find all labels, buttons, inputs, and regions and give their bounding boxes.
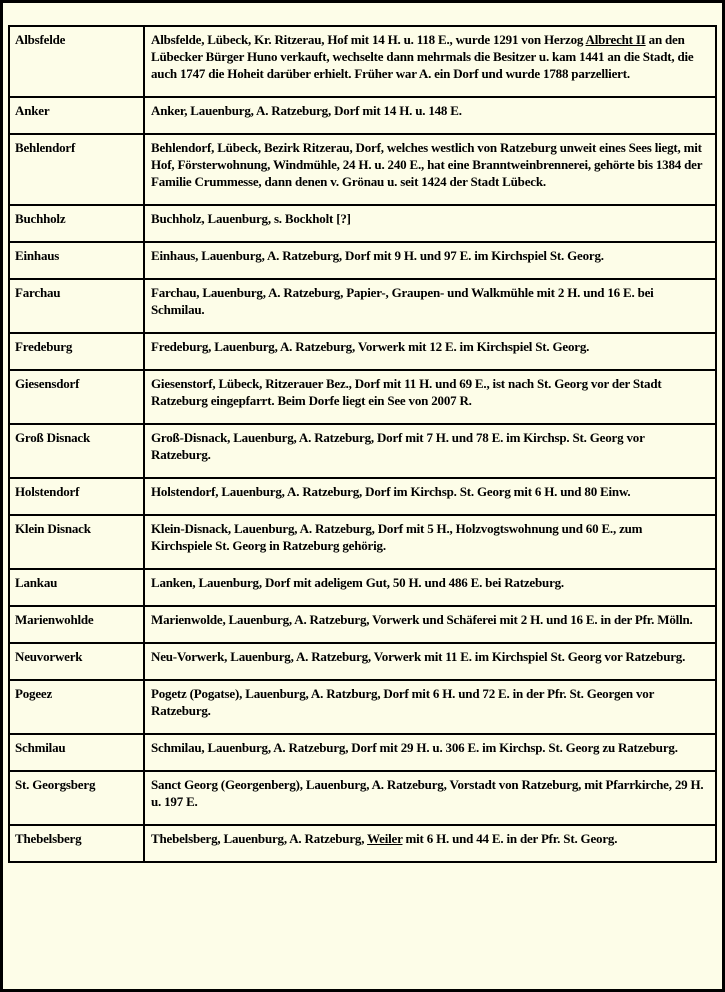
table-row [9,478,716,515]
description-text: Pogetz (Pogatse), Lauenburg, A. Ratzburg, Dorf mit 6 H. und 72 E. in der Pfr. St. Georgen vor Ratzeburg. [151,686,654,718]
place-name-cell: Pogeez [9,680,144,734]
place-name-cell: Giesensdorf [9,370,144,424]
table-row [9,424,716,478]
table-row [9,734,716,771]
place-name-cell: Fredeburg [9,333,144,370]
table-row [9,825,716,862]
place-name-cell: Farchau [9,279,144,333]
description-cell [144,606,716,643]
place-name-cell: Anker [9,97,144,134]
description-cell [144,205,716,242]
underlined-term: Weiler [367,831,403,846]
place-name-cell: Behlendorf [9,134,144,205]
description-text: Lanken, Lauenburg, Dorf mit adeligem Gut, 50 H. und 486 E. bei Ratzeburg. [151,575,564,590]
table-row [9,333,716,370]
description-cell [144,478,716,515]
description-cell [144,424,716,478]
description-text: Behlendorf, Lübeck, Bezirk Ritzerau, Dorf, welches westlich von Ratzeburg unweit eines Sees liegt, mit Hof, Försterwohnung, Windmühle, 24 H. u. 240 E., hat eine Branntweinbrennerei, gehörte bis 1384 der Familie Crummesse, dann denen v. Grönau u. seit 1424 der Stadt Lübeck. [151,140,703,189]
place-name-cell: Marienwohlde [9,606,144,643]
description-cell [144,134,716,205]
underlined-term: Albrecht II [585,32,646,47]
description-text: Schmilau, Lauenburg, A. Ratzeburg, Dorf mit 29 H. u. 306 E. im Kirchsp. St. Georg zu Ratzeburg. [151,740,678,755]
description-text: Buchholz, Lauenburg, s. Bockholt [?] [151,211,351,226]
description-text: mit 6 H. und 44 E. in der Pfr. St. Georg. [402,831,618,846]
table-row [9,26,716,97]
description-cell [144,643,716,680]
description-cell [144,771,716,825]
description-text: Sanct Georg (Georgenberg), Lauenburg, A. Ratzeburg, Vorstadt von Ratzeburg, mit Pfarrkirche, 29 H. u. 197 E. [151,777,704,809]
description-text: Einhaus, Lauenburg, A. Ratzeburg, Dorf mit 9 H. und 97 E. im Kirchspiel St. Georg. [151,248,604,263]
description-cell [144,825,716,862]
place-name-cell: Lankau [9,569,144,606]
description-text: Groß-Disnack, Lauenburg, A. Ratzeburg, Dorf mit 7 H. und 78 E. im Kirchsp. St. Georg vor Ratzeburg. [151,430,645,462]
place-name-cell: Einhaus [9,242,144,279]
place-name-cell: Schmilau [9,734,144,771]
description-cell [144,26,716,97]
place-name-cell: Klein Disnack [9,515,144,569]
table-row [9,134,716,205]
table-row [9,370,716,424]
description-text: an den Lübecker Bürger Huno verkauft, wechselte dann mehrmals die Besitzer u. kam 1441 an die Stadt, die auch 1747 die Hoheit darüber erhielt. Früher war A. ein Dorf und wurde 1788 parzelliert. [151,32,694,81]
place-name-cell: Holstendorf [9,478,144,515]
description-cell [144,680,716,734]
table-row [9,242,716,279]
description-text: Fredeburg, Lauenburg, A. Ratzeburg, Vorwerk mit 12 E. im Kirchspiel St. Georg. [151,339,590,354]
table-row [9,279,716,333]
table-row [9,515,716,569]
description-text: Klein-Disnack, Lauenburg, A. Ratzeburg, Dorf mit 5 H., Holzvogtswohnung und 60 E., zum Kirchspiele St. Georg in Ratzeburg gehörig. [151,521,643,553]
description-text: Giesenstorf, Lübeck, Ritzerauer Bez., Dorf mit 11 H. und 69 E., ist nach St. Georg vor der Stadt Ratzeburg eingepfarrt. Beim Dorfe liegt ein See von 2007 R. [151,376,662,408]
description-cell [144,734,716,771]
place-name-cell: Groß Disnack [9,424,144,478]
place-name-cell: St. Georgsberg [9,771,144,825]
description-text: Holstendorf, Lauenburg, A. Ratzeburg, Dorf im Kirchsp. St. Georg mit 6 H. und 80 Einw. [151,484,631,499]
description-cell [144,97,716,134]
gazetteer-table [8,25,717,863]
table-body [9,26,716,862]
description-cell [144,333,716,370]
place-name-cell: Albsfelde [9,26,144,97]
table-row [9,569,716,606]
table-row [9,680,716,734]
description-text: Farchau, Lauenburg, A. Ratzeburg, Papier-, Graupen- und Walkmühle mit 2 H. und 16 E. bei Schmilau. [151,285,654,317]
table-row [9,606,716,643]
description-text: Albsfelde, Lübeck, Kr. Ritzerau, Hof mit 14 H. u. 118 E., wurde 1291 von Herzog [151,32,586,47]
table-row [9,205,716,242]
description-cell [144,515,716,569]
description-cell [144,242,716,279]
table-row [9,97,716,134]
description-text: Thebelsberg, Lauenburg, A. Ratzeburg, [151,831,368,846]
description-text: Marienwolde, Lauenburg, A. Ratzeburg, Vorwerk und Schäferei mit 2 H. und 16 E. in der Pfr. Mölln. [151,612,693,627]
table-row [9,643,716,680]
place-name-cell: Neuvorwerk [9,643,144,680]
description-cell [144,370,716,424]
description-cell [144,569,716,606]
place-name-cell: Buchholz [9,205,144,242]
description-text: Anker, Lauenburg, A. Ratzeburg, Dorf mit 14 H. u. 148 E. [151,103,462,118]
description-text: Neu-Vorwerk, Lauenburg, A. Ratzeburg, Vorwerk mit 11 E. im Kirchspiel St. Georg vor Ratzeburg. [151,649,686,664]
table-row [9,771,716,825]
description-cell [144,279,716,333]
place-name-cell: Thebelsberg [9,825,144,862]
